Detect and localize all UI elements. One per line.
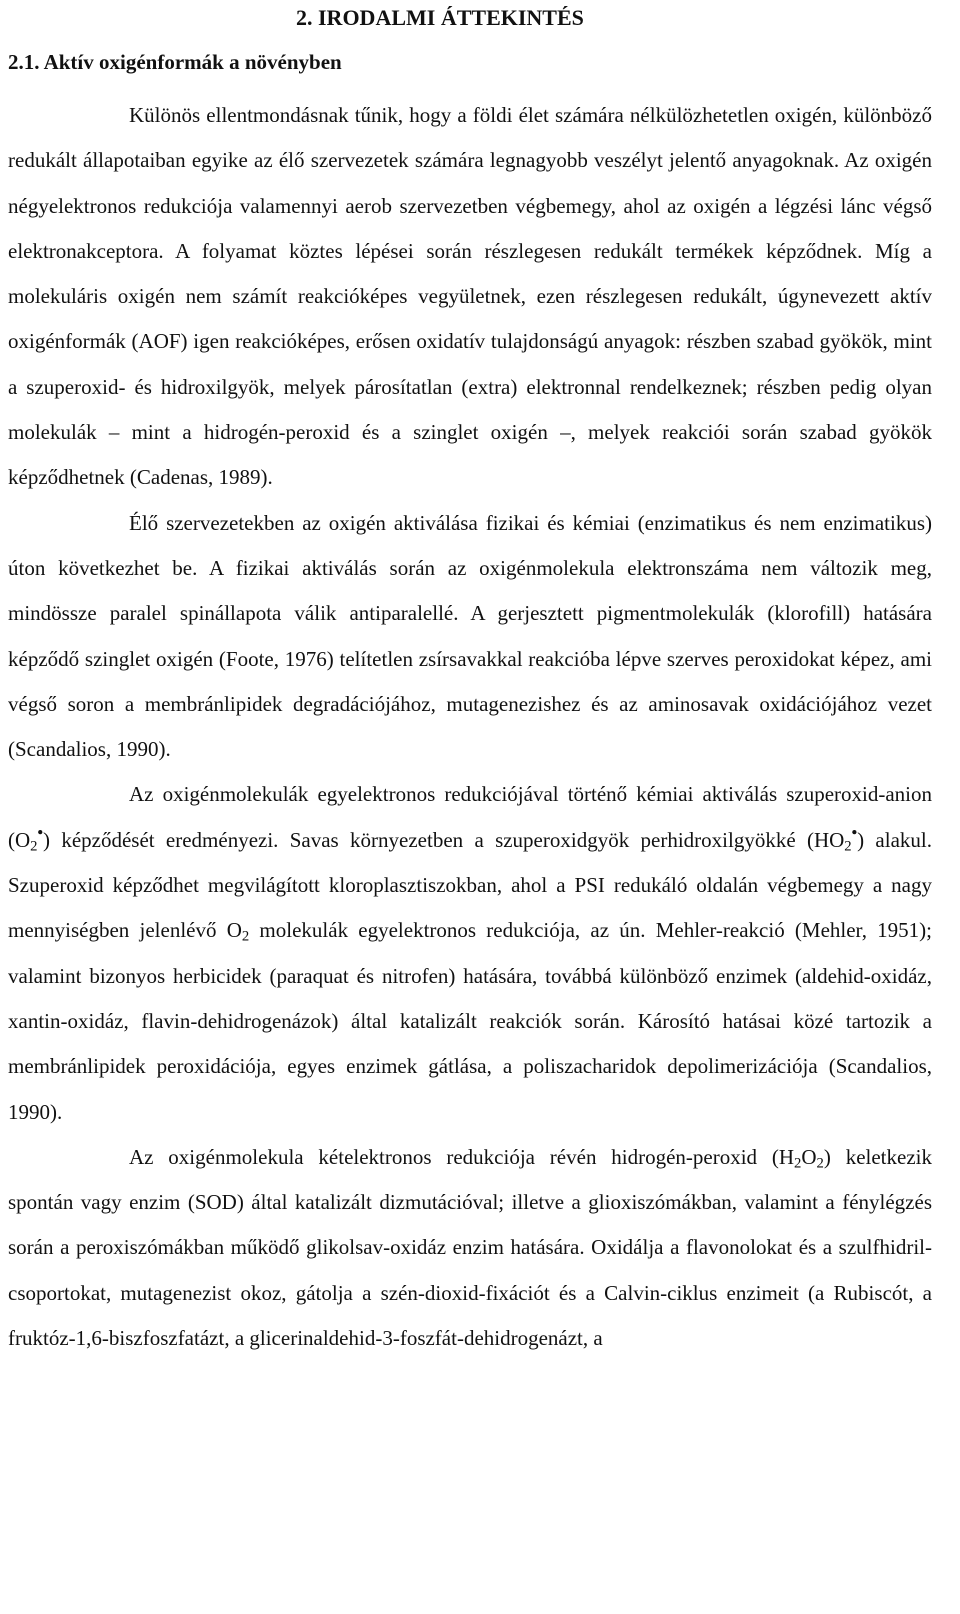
section-title: 2.1. Aktív oxigénformák a növényben — [8, 50, 342, 74]
body-text — [8, 93, 932, 1361]
subscript: 2 — [844, 838, 852, 855]
paragraph-4 — [8, 1135, 932, 1361]
subscript: 2 — [816, 1155, 824, 1172]
subscript: 2 — [30, 838, 38, 855]
paragraph-4-text-b: O — [801, 1144, 817, 1169]
radical-dot: • — [37, 824, 44, 842]
paragraph-4-text-a: Az oxigénmolekula kételektronos redukciója révén hidrogén-peroxid (H — [129, 1144, 795, 1169]
paragraph-2: Élő szervezetekben az oxigén aktiválása fizikai és kémiai (enzimatikus és nem enzimatikus) úton következhet be. A fizikai aktiválás során az oxigénmolekula elektronszáma nem változik meg, mindössze paralel spinállapota válik antiparalellé. A gerjesztett pigmentmolekulák (klorofill) hatására képződő szinglet oxigén (Foote, 1976) telítetlen zsírsavakkal reakcióba lépve szerves peroxidokat képez, ami végső soron a membránlipidek degradációjához, mutagenezishez és az aminosavak oxidációjához vezet (Scandalios, 1990). — [8, 510, 932, 762]
subscript: 2 — [794, 1155, 802, 1172]
chapter-title: 2. IRODALMI ÁTTEKINTÉS — [296, 5, 584, 30]
radical-dot: • — [851, 824, 858, 842]
paragraph-3-text-b: ) képződését eredményezi. Savas környezetben a szuperoxidgyök perhidroxilgyökké (HO — [43, 827, 845, 852]
paragraph-3-text-d: molekulák egyelektronos redukciója, az ún. Mehler-reakció (Mehler, 1951); valamint bizonyos herbicidek (paraquat és nitrofen) hatására, továbbá különböző enzimek (aldehid-oxidáz, xantin-oxidáz, flavin-dehidrogenázok) által katalizált reakciók során. Károsító hatásai közé tartozik a membránlipidek peroxidációja, egyes enzimek gátlása, a poliszacharidok depolimerizációja (Scandalios, 1990). — [8, 918, 933, 1124]
paragraph-1: Különös ellentmondásnak tűnik, hogy a földi élet számára nélkülözhetetlen oxigén, különböző redukált állapotaiban egyike az élő szervezetek számára legnagyobb veszélyt jelentő anyagoknak. Az oxigén négyelektronos redukciója valamennyi aerob szervezetben végbemegy, ahol az oxigén a légzési lánc végső elektronakceptora. A folyamat köztes lépései során részlegesen redukált termékek képződnek. Míg a molekuláris oxigén nem számít reakcióképes vegyületnek, ezen részlegesen redukált, úgynevezett aktív oxigénformák (AOF) igen reakcióképes, erősen oxidatív tulajdonságú anyagok: részben szabad gyökök, mint a szuperoxid- és hidroxilgyök, melyek párosítatlan (extra) elektronnal rendelkeznek; részben pedig olyan molekulák – mint a hidrogén-peroxid és a szinglet oxigén –, melyek reakciói során szabad gyökök képződhetnek (Cadenas, 1989). — [8, 103, 932, 490]
subscript: 2 — [241, 929, 250, 946]
paragraph-3-text-c: ) alakul. Szuperoxid képződhet megvilágított kloroplasztiszokban, ahol a PSI redukáló oldalán végbemegy a nagy mennyiségben jelenlévő O — [8, 827, 932, 943]
paragraph-4-text-c: ) keletkezik spontán vagy enzim (SOD) által katalizált dizmutációval; illetve a glioxiszómákban, valamint a fénylégzés során a peroxiszómákban működő glikolsav-oxidáz enzim hatására. Oxidálja a flavonolokat és a szulfhidril-csoportokat, mutagenezist okoz, gátolja a szén-dioxid-fixációt és a Calvin-ciklus enzimeit (a Rubiscót, a fruktóz-1,6-biszfoszfatázt, a glicerinaldehid-3-foszfát-dehidrogenázt, a — [8, 1144, 932, 1351]
paragraph-3-text-a: Az oxigénmolekulák egyelektronos redukciójával történő kémiai aktiválás szuperoxid-anion (O — [8, 782, 932, 852]
paragraph-3 — [8, 772, 932, 1134]
